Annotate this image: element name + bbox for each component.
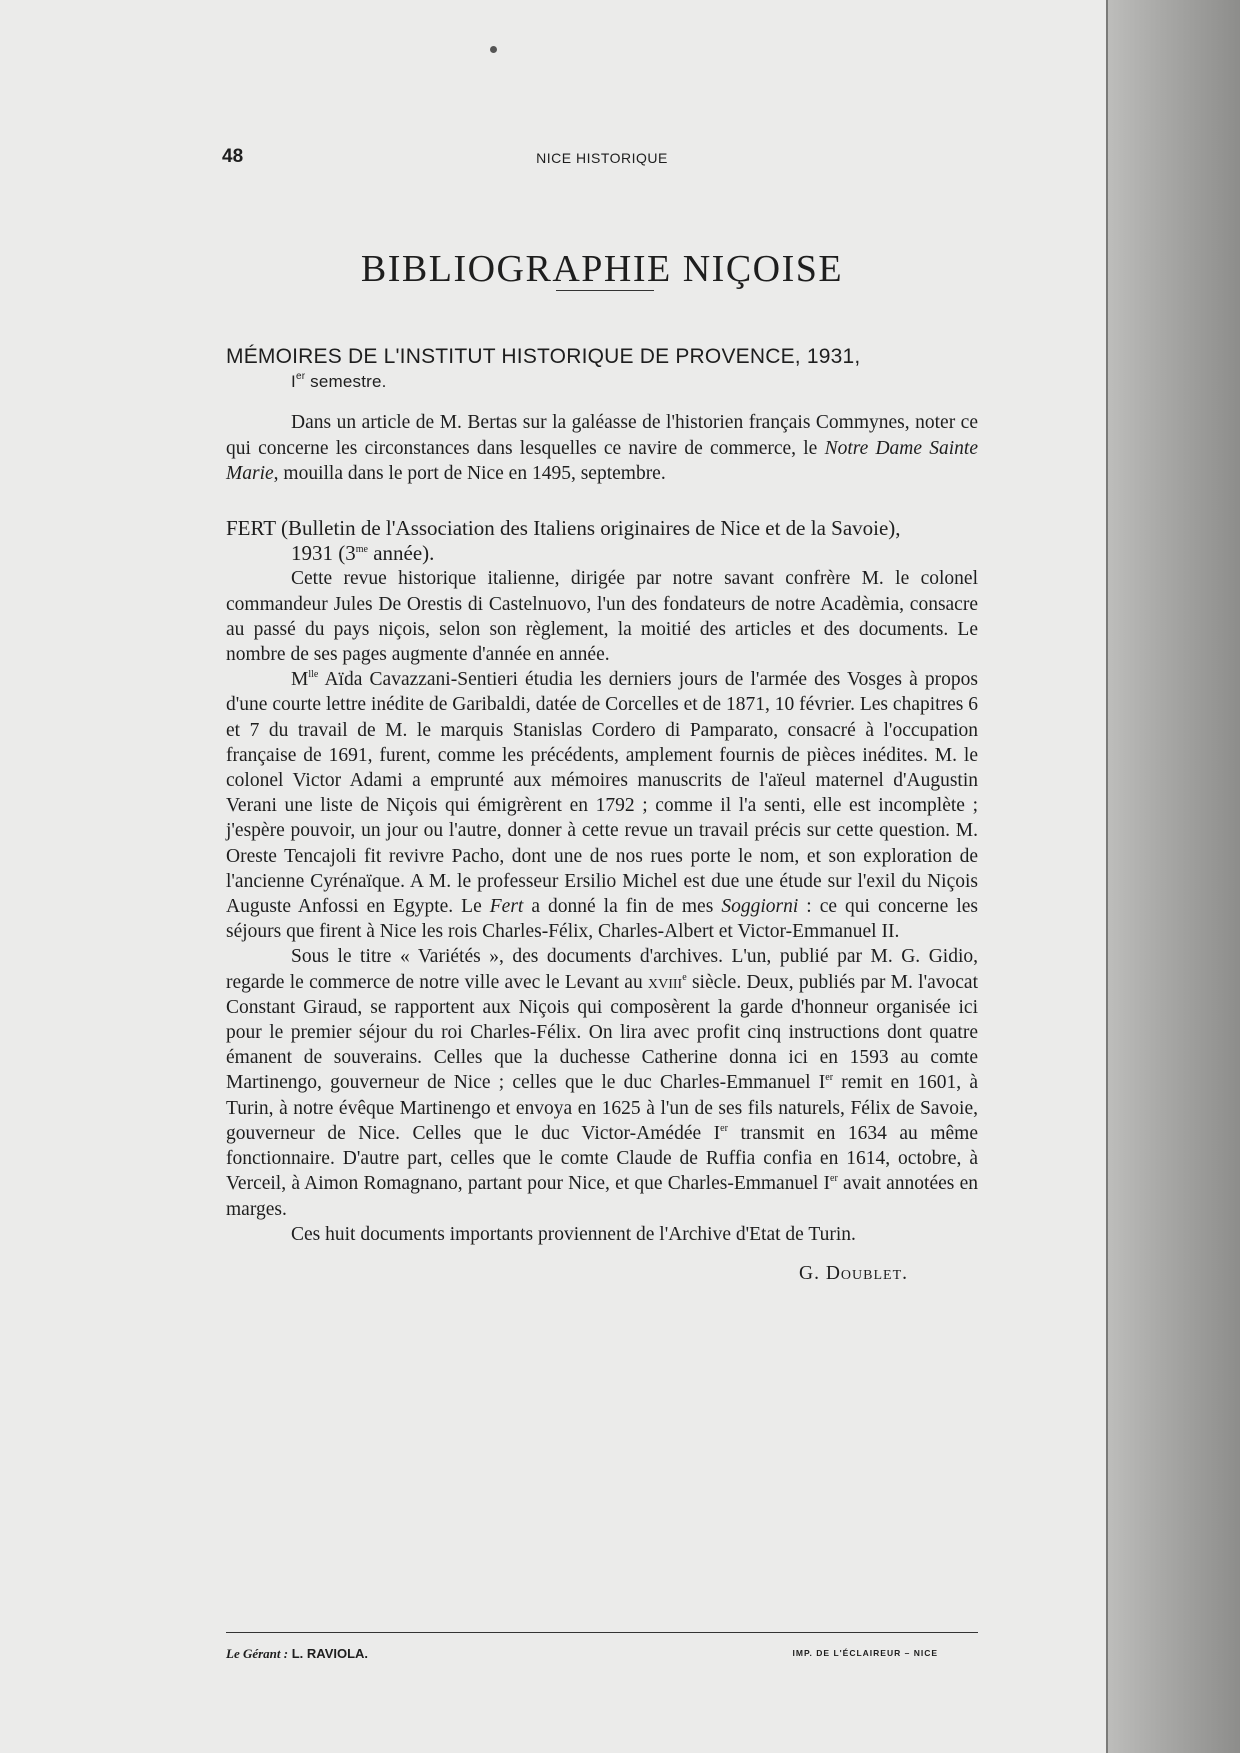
superscript: me <box>355 544 368 556</box>
ship-name-italic: Notre Dame Sainte Marie <box>226 437 978 484</box>
entry-fert <box>226 516 978 1247</box>
article-body <box>226 344 978 1286</box>
text-run: M <box>291 669 309 691</box>
superscript: er <box>830 1173 838 1185</box>
journal-name: NICE HISTORIQUE <box>536 150 668 166</box>
facing-page-edge <box>1108 0 1240 1753</box>
text-run: remit en 1601, à Turin, à notre évêque Martinengo et envoya en 1625 à l'un de ses fils naturels, Félix de Savoie, gouverneur de Nice. Celles que le duc Victor-Amédée I <box>226 1072 978 1144</box>
heading-suffix: année). <box>367 541 435 566</box>
superscript: er <box>825 1072 834 1084</box>
manager-label: Le Gérant : <box>226 1646 289 1661</box>
footer-rule <box>226 1632 978 1633</box>
text-run: Dans un article de M. Bertas sur la galéasse de l'historien français Commynes, noter ce qui concerne les circonstances dans lesquelles ce navire de commerce, le <box>226 412 978 459</box>
manager-name: L. RAVIOLA. <box>291 1646 369 1661</box>
paragraph <box>226 667 978 944</box>
text-run: , mouilla dans le port de Nice en 1495, septembre. <box>273 462 666 484</box>
heading-year: 1931 (3 <box>291 541 356 566</box>
journal-name-italic: Fert <box>489 896 524 918</box>
signature-surname: oublet. <box>840 1262 908 1284</box>
printer-credit: IMP. DE L'ÉCLAIREUR – NICE <box>792 1648 938 1658</box>
text-run: Aïda Cavazzani-Sentieri étudia les derniers jours de l'armée des Vosges à propos d'une courte lettre inédite de Garibaldi, datée de Corcelles et de 1871, 10 février. Les chapitres 6 et 7 du travail de M. le marquis Stanislas Cordero di Pamparato, consacré à l'occupation française de 1691, furent, comme les précédents, amplement fournis de pièces inédites. M. le colonel Victor Adami a emprunté aux mémoires manuscrits de l'aïeul maternel d'Augustin Verani une liste de Niçois qui émigrèrent en 1792 ; comme il l'a senti, elle est incomplète ; j'espère pouvoir, un jour ou l'autre, donner à cette revue un travail précis sur cette question. M. Oreste Tencajoli fit revivre Pacho, dont une de nos rues porte le nom, et son exploration de l'ancienne Cyrénaïque. A M. le professeur Ersilio Michel est due une étude sur l'exil du Niçois Auguste Anfossi en Egypte. Le <box>226 669 978 918</box>
ink-speck <box>490 46 497 53</box>
superscript: e <box>682 971 687 983</box>
entry-heading <box>226 344 978 394</box>
text-run: : ce qui concerne les séjours que firent à Nice les rois Charles-Félix, Charles-Albert et Victor-Emmanuel II. <box>226 896 978 943</box>
entry-heading-line1: FERT (Bulletin de l'Association des Italiens originaires de Nice et de la Savoie), <box>226 516 901 541</box>
section-title: BIBLIOGRAPHIE NIÇOISE <box>360 248 844 291</box>
text-run: a donné la fin de mes <box>523 896 722 918</box>
entry-heading <box>226 516 978 566</box>
paragraph <box>226 944 978 1221</box>
manager-credit <box>226 1646 368 1662</box>
signature-initial: G. D <box>798 1262 841 1284</box>
paragraph: Ces huit documents importants proviennent de l'Archive d'Etat de Turin. <box>291 1223 856 1245</box>
author-signature <box>226 1261 978 1286</box>
superscript: lle <box>308 669 319 681</box>
page-number: 48 <box>222 146 244 167</box>
entry-heading-line2 <box>226 541 978 566</box>
heading-suffix: semestre. <box>305 372 387 392</box>
entry-heading-line2 <box>226 369 978 394</box>
heading-ordinal: I <box>291 372 296 392</box>
text-run: avait annotées en marges. <box>226 1173 978 1220</box>
century-numeral: xviii <box>648 971 683 993</box>
paragraph: Cette revue historique italienne, dirigée par notre savant confrère M. le colonel commandeur Jules De Orestis di Castelnuovo, l'un des fondateurs de notre Acadèmia, consacre au passé du pays niçois, selon son règlement, la moitié des articles et des documents. Le nombre de ses pages augmente d'année en année. <box>226 568 978 666</box>
text-run: transmit en 1634 au même fonctionnaire. D'autre part, celles que le comte Claude de Ruffia confia en 1614, octobre, à Verceil, à Aimon Romagnano, partant pour Nice, et que Charles-Emmanuel I <box>226 1122 978 1195</box>
title-divider <box>556 290 654 291</box>
paragraph <box>226 410 978 486</box>
text-run: siècle. Deux, publiés par M. l'avocat Constant Giraud, se rapportent aux Niçois qui composèrent la garde d'honneur organisée ici pour le premier séjour du roi Charles-Félix. On lira avec profit cinq instructions dont quatre émanent de souverains. Celles que la duchesse Catherine donna ici en 1593 au comte Martinengo, gouverneur de Nice ; celles que le duc Charles-Emmanuel I <box>226 971 978 1094</box>
entry-heading-line1: MÉMOIRES DE L'INSTITUT HISTORIQUE DE PROVENCE, 1931, <box>226 345 861 368</box>
running-head <box>222 146 982 176</box>
entry-memoires <box>226 344 978 486</box>
superscript: er <box>720 1122 728 1134</box>
text-run: Sous le titre « Variétés », des documents d'archives. L'un, publié par M. G. Gidio, regarde le commerce de notre ville avec le Levant au <box>226 946 978 993</box>
superscript: er <box>295 371 306 383</box>
work-title-italic: Soggiorni <box>721 896 799 918</box>
